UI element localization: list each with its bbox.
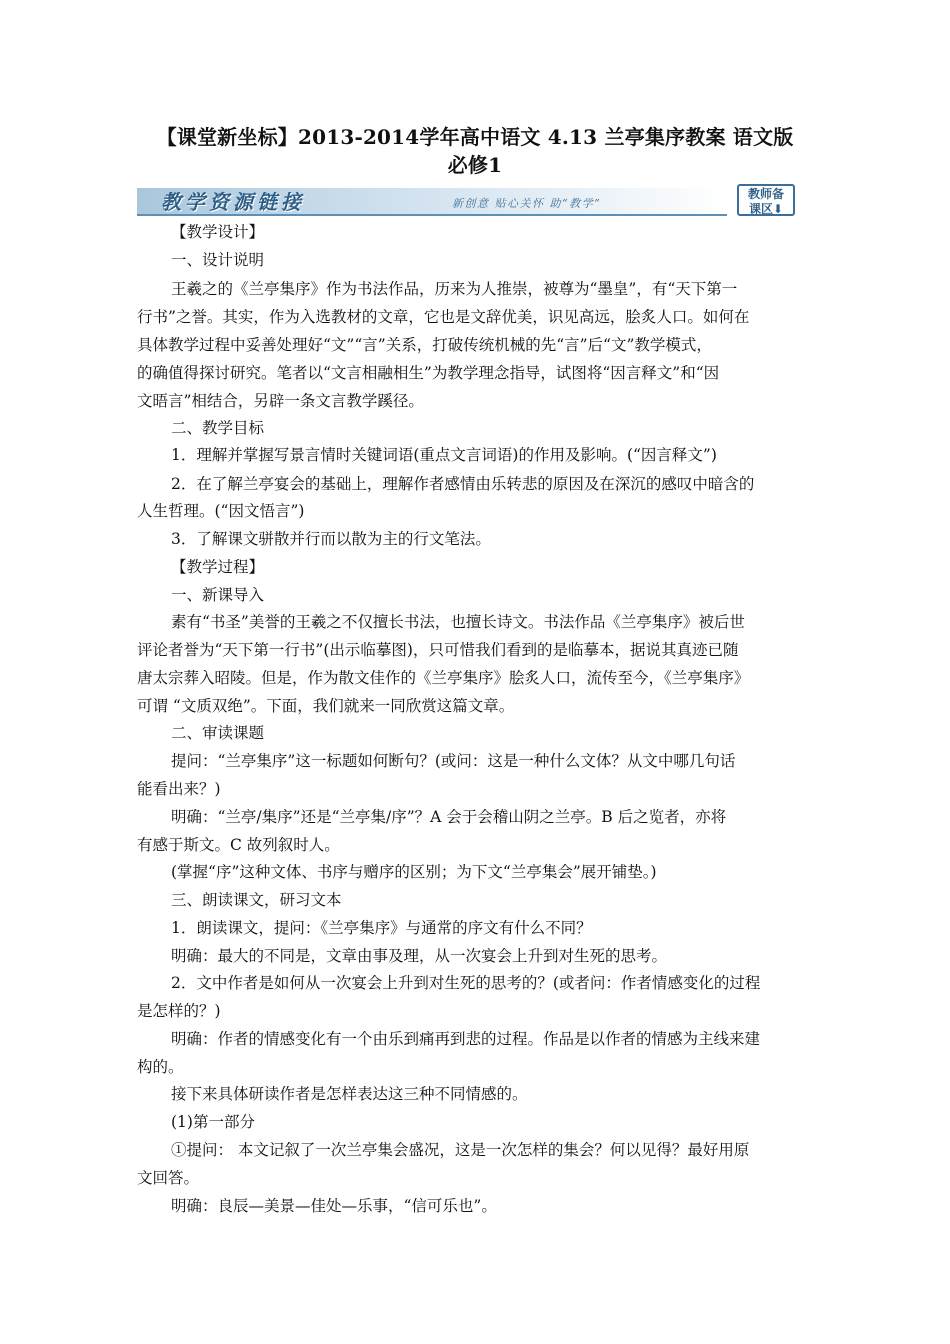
- subheading: 三、朗读课文，研习文本: [171, 891, 342, 909]
- paragraph-line: 明确：良辰—美景—佳处—乐事，“信可乐也”。: [171, 1197, 497, 1215]
- paragraph-line: 素有“书圣”美誉的王羲之不仅擅长书法，也擅长诗文。书法作品《兰亭集序》被后世: [171, 613, 745, 631]
- subheading: 一、设计说明: [171, 251, 265, 269]
- paragraph-line: 明确：最大的不同是，文章由事及理，从一次宴会上升到对生死的思考。: [171, 947, 668, 965]
- subheading: (1)第一部分: [171, 1113, 255, 1131]
- paragraph-line: 能看出来？): [137, 780, 221, 798]
- paragraph-line: 明确：作者的情感变化有一个由乐到痛再到悲的过程。作品是以作者的情感为主线来建: [171, 1030, 761, 1048]
- list-item: 2．文中作者是如何从一次宴会上升到对生死的思考的？(或者问：作者情感变化的过程: [171, 974, 761, 992]
- document-title: 【课堂新坐标】2013-2014学年高中语文 4.13 兰亭集序教案 语文版: [156, 125, 794, 149]
- resource-banner: [137, 184, 813, 218]
- list-item-continued: 是怎样的？): [137, 1002, 221, 1020]
- list-item: 1．理解并掌握写景言情时关键词语(重点文言词语)的作用及影响。(“因言释文”): [171, 446, 717, 464]
- paragraph-line: 具体教学过程中妥善处理好“文”“言”关系，打破传统机械的先“言”后“文”教学模式，: [137, 336, 712, 354]
- list-item: 1．朗读课文，提问：《兰亭集序》与通常的序文有什么不同？: [171, 919, 592, 937]
- paragraph-line: ①提问： 本文记叙了一次兰亭集会盛况，这是一次怎样的集会？何以见得？最好用原: [171, 1141, 750, 1159]
- banner-slogan: 新创意 贴心关怀 助“教学”: [452, 197, 602, 210]
- paragraph-line: 有感于斯文。C 故列叙时人。: [137, 836, 340, 854]
- list-item: 2．在了解兰亭宴会的基础上，理解作者感情由乐转悲的原因及在深沉的感叹中暗含的: [171, 475, 755, 493]
- paragraph-line: 可谓 “文质双绝”。下面，我们就来一同欣赏这篇文章。: [137, 697, 515, 715]
- paragraph-line: 王羲之的《兰亭集序》作为书法作品，历来为人推崇，被尊为“墨皇”，有“天下第一: [171, 280, 738, 298]
- paragraph-line: 提问：“兰亭集序”这一标题如何断句？(或问：这是一种什么文体？从文中哪几句话: [171, 752, 736, 770]
- paragraph-line: 文回答。: [137, 1169, 200, 1187]
- paragraph-line: 评论者誉为“天下第一行书”(出示临摹图)，只可惜我们看到的是临摹本，据说其真迹已随: [137, 641, 739, 659]
- paragraph-line: 行书”之誉。其实，作为入选教材的文章，它也是文辞优美，识见高远，脍炙人口。如何在: [137, 308, 750, 326]
- paragraph-line: 接下来具体研读作者是怎样表达这三种不同情感的。: [171, 1085, 528, 1103]
- list-item: 3．了解课文骈散并行而以散为主的行文笔法。: [171, 530, 491, 548]
- paragraph-line: 构的。: [137, 1058, 184, 1076]
- section-heading: 【教学设计】: [171, 223, 265, 241]
- paragraph-line: 明确：“兰亭/集序”还是“兰亭集/序”？A 会于会稽山阴之兰亭。B 后之览者，亦将: [171, 808, 727, 826]
- paragraph-line: 唐太宗葬入昭陵。但是，作为散文佳作的《兰亭集序》脍炙人口，流传至今，《兰亭集序》: [137, 669, 750, 687]
- subheading: 二、教学目标: [171, 419, 265, 437]
- paragraph-line: 的确值得探讨研究。笔者以“文言相融相生”为教学理念指导，试图将“因言释文”和“因: [137, 364, 720, 382]
- paragraph-line: 文晤言”相结合，另辟一条文言教学蹊径。: [137, 392, 424, 410]
- paragraph-line: (掌握“序”这种文体、书序与赠序的区别；为下文“兰亭集会”展开铺垫。): [171, 863, 657, 881]
- section-heading: 【教学过程】: [171, 558, 265, 576]
- subheading: 二、审读课题: [171, 724, 265, 742]
- tag-line-1: 教师备: [747, 187, 784, 201]
- list-item-continued: 人生哲理。(“因文悟言”): [137, 502, 305, 520]
- subheading: 一、新课导入: [171, 586, 265, 604]
- document-title-continued: 必修1: [447, 153, 503, 177]
- tag-line-2: 课区⬇: [748, 202, 784, 216]
- banner-title: 教学资源链接: [161, 190, 305, 214]
- teacher-area-tag: [737, 184, 795, 216]
